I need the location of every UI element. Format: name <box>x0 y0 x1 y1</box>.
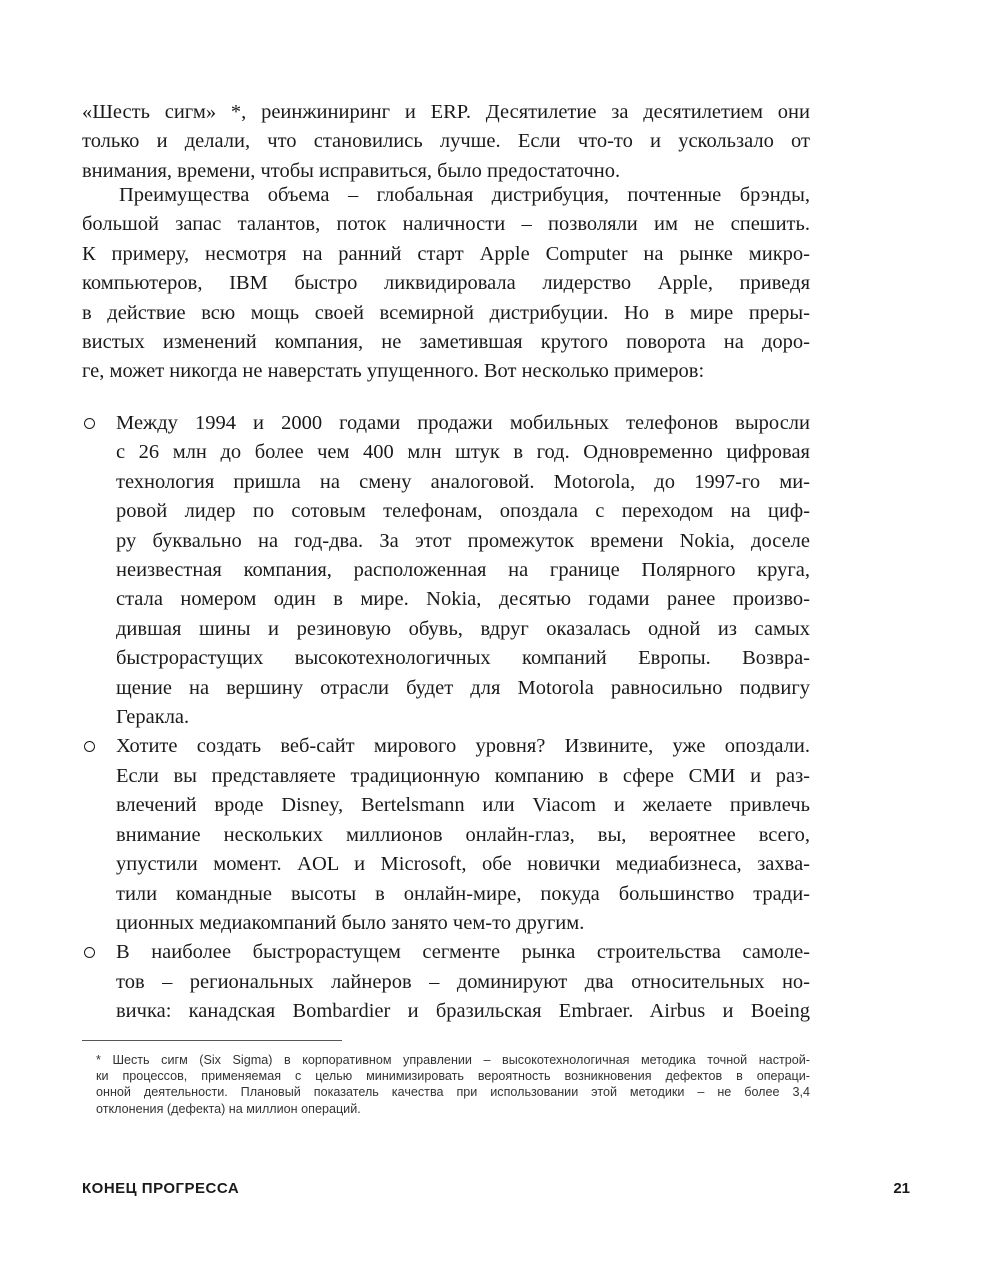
footnote-line: отклонения (дефекта) на миллион операций. <box>96 1101 361 1116</box>
text-line: Преимущества объема – глобальная дистрибуция, почтенные брэнды, <box>119 184 810 206</box>
text-line: тов – региональных лайнеров – доминируют два относительных но- <box>116 970 810 993</box>
text-line: в действие всю мощь своей всемирной дистрибуции. Но в мире преры- <box>82 301 810 324</box>
list-item-website <box>82 732 810 938</box>
circle-bullet-icon <box>84 741 95 752</box>
footnote-line: ки процессов, применяемая с целью минимизировать вероятность возникновения дефектов в операци- <box>96 1069 810 1084</box>
text-line: К примеру, несмотря на ранний старт Apple Computer на рынке микро- <box>82 242 810 265</box>
text-line: только и делали, что становились лучше. Если что-то и ускользало от <box>82 130 810 153</box>
text-line: ге, может никогда не наверстать упущенного. Вот несколько примеров: <box>82 360 705 383</box>
text-line: щение на вершину отрасли будет для Motorola равносильно подвигу <box>116 676 810 699</box>
text-line: неизвестная компания, расположенная на границе Полярного круга, <box>116 559 810 582</box>
text-line: ровой лидер по сотовым телефонам, опоздала с переходом на циф- <box>116 500 810 523</box>
examples-list <box>82 409 810 1027</box>
text-line: стала номером один в мире. Nokia, десятью годами ранее произво- <box>116 588 810 611</box>
circle-bullet-icon <box>84 947 95 958</box>
text-line: вистых изменений компания, не заметившая крутого поворота на доро- <box>82 331 810 354</box>
text-line: технология пришла на смену аналоговой. Motorola, до 1997-го ми- <box>116 470 810 493</box>
text-line: Между 1994 и 2000 годами продажи мобильных телефонов выросли <box>116 412 810 434</box>
list-item-motorola <box>82 409 810 732</box>
text-line: компьютеров, IBM быстро ликвидировала лидерство Apple, приведя <box>82 272 810 295</box>
text-line: большой запас талантов, поток наличности – позволяли им не спешить. <box>82 213 810 236</box>
page-number: 21 <box>893 1180 910 1197</box>
text-line: «Шесть сигм» *, реинжиниринг и ERP. Десятилетие за десятилетием они <box>82 101 810 123</box>
footnote <box>96 1052 810 1117</box>
paragraph-continued <box>82 98 810 186</box>
text-line: внимания, времени, чтобы исправиться, было предостаточно. <box>82 159 621 182</box>
text-line: внимание нескольких миллионов онлайн-глаз, вы, вероятнее всего, <box>116 823 810 846</box>
text-line: Если вы представляете традиционную компанию в сфере СМИ и раз- <box>116 764 810 787</box>
text-line: с 26 млн до более чем 400 млн штук в год. Одновременно цифровая <box>116 441 810 464</box>
text-line: тили командные высоты в онлайн-мире, покуда большинство тради- <box>116 882 810 905</box>
text-line: упустили момент. AOL и Microsoft, обе новички медиабизнеса, захва- <box>116 853 810 876</box>
footnote-line: * Шесть сигм (Six Sigma) в корпоративном управлении – высокотехнологичная методика точной настрой- <box>96 1053 810 1067</box>
text-line: Геракла. <box>116 706 190 729</box>
text-line: вичка: канадская Bombardier и бразильская Embraer. Airbus и Boeing <box>116 1000 810 1023</box>
text-line: ционных медиакомпаний было занято чем-то другим. <box>116 911 585 934</box>
footnote-line: онной деятельности. Плановый показатель качества при использовании этой методики – не более 3,4 <box>96 1085 810 1100</box>
text-line: дившая шины и резиновую обувь, вдруг оказалась одной из самых <box>116 617 810 640</box>
text-line: Хотите создать веб-сайт мирового уровня? Извините, уже опоздали. <box>116 735 810 758</box>
paragraph-advantages <box>82 181 810 387</box>
footnote-divider <box>82 1040 342 1041</box>
text-line: В наиболее быстрорастущем сегменте рынка строительства самоле- <box>116 941 810 964</box>
running-footer-title: КОНЕЦ ПРОГРЕССА <box>82 1180 240 1197</box>
text-line: ру буквально на год-два. За этот промежуток времени Nokia, доселе <box>116 529 810 552</box>
circle-bullet-icon <box>84 418 95 429</box>
text-line: быстрорастущих высокотехнологичных компаний Европы. Возвра- <box>116 647 810 670</box>
list-item-aircraft <box>82 938 810 1026</box>
text-line: влечений вроде Disney, Bertelsmann или Viacom и желаете привлечь <box>116 794 810 817</box>
